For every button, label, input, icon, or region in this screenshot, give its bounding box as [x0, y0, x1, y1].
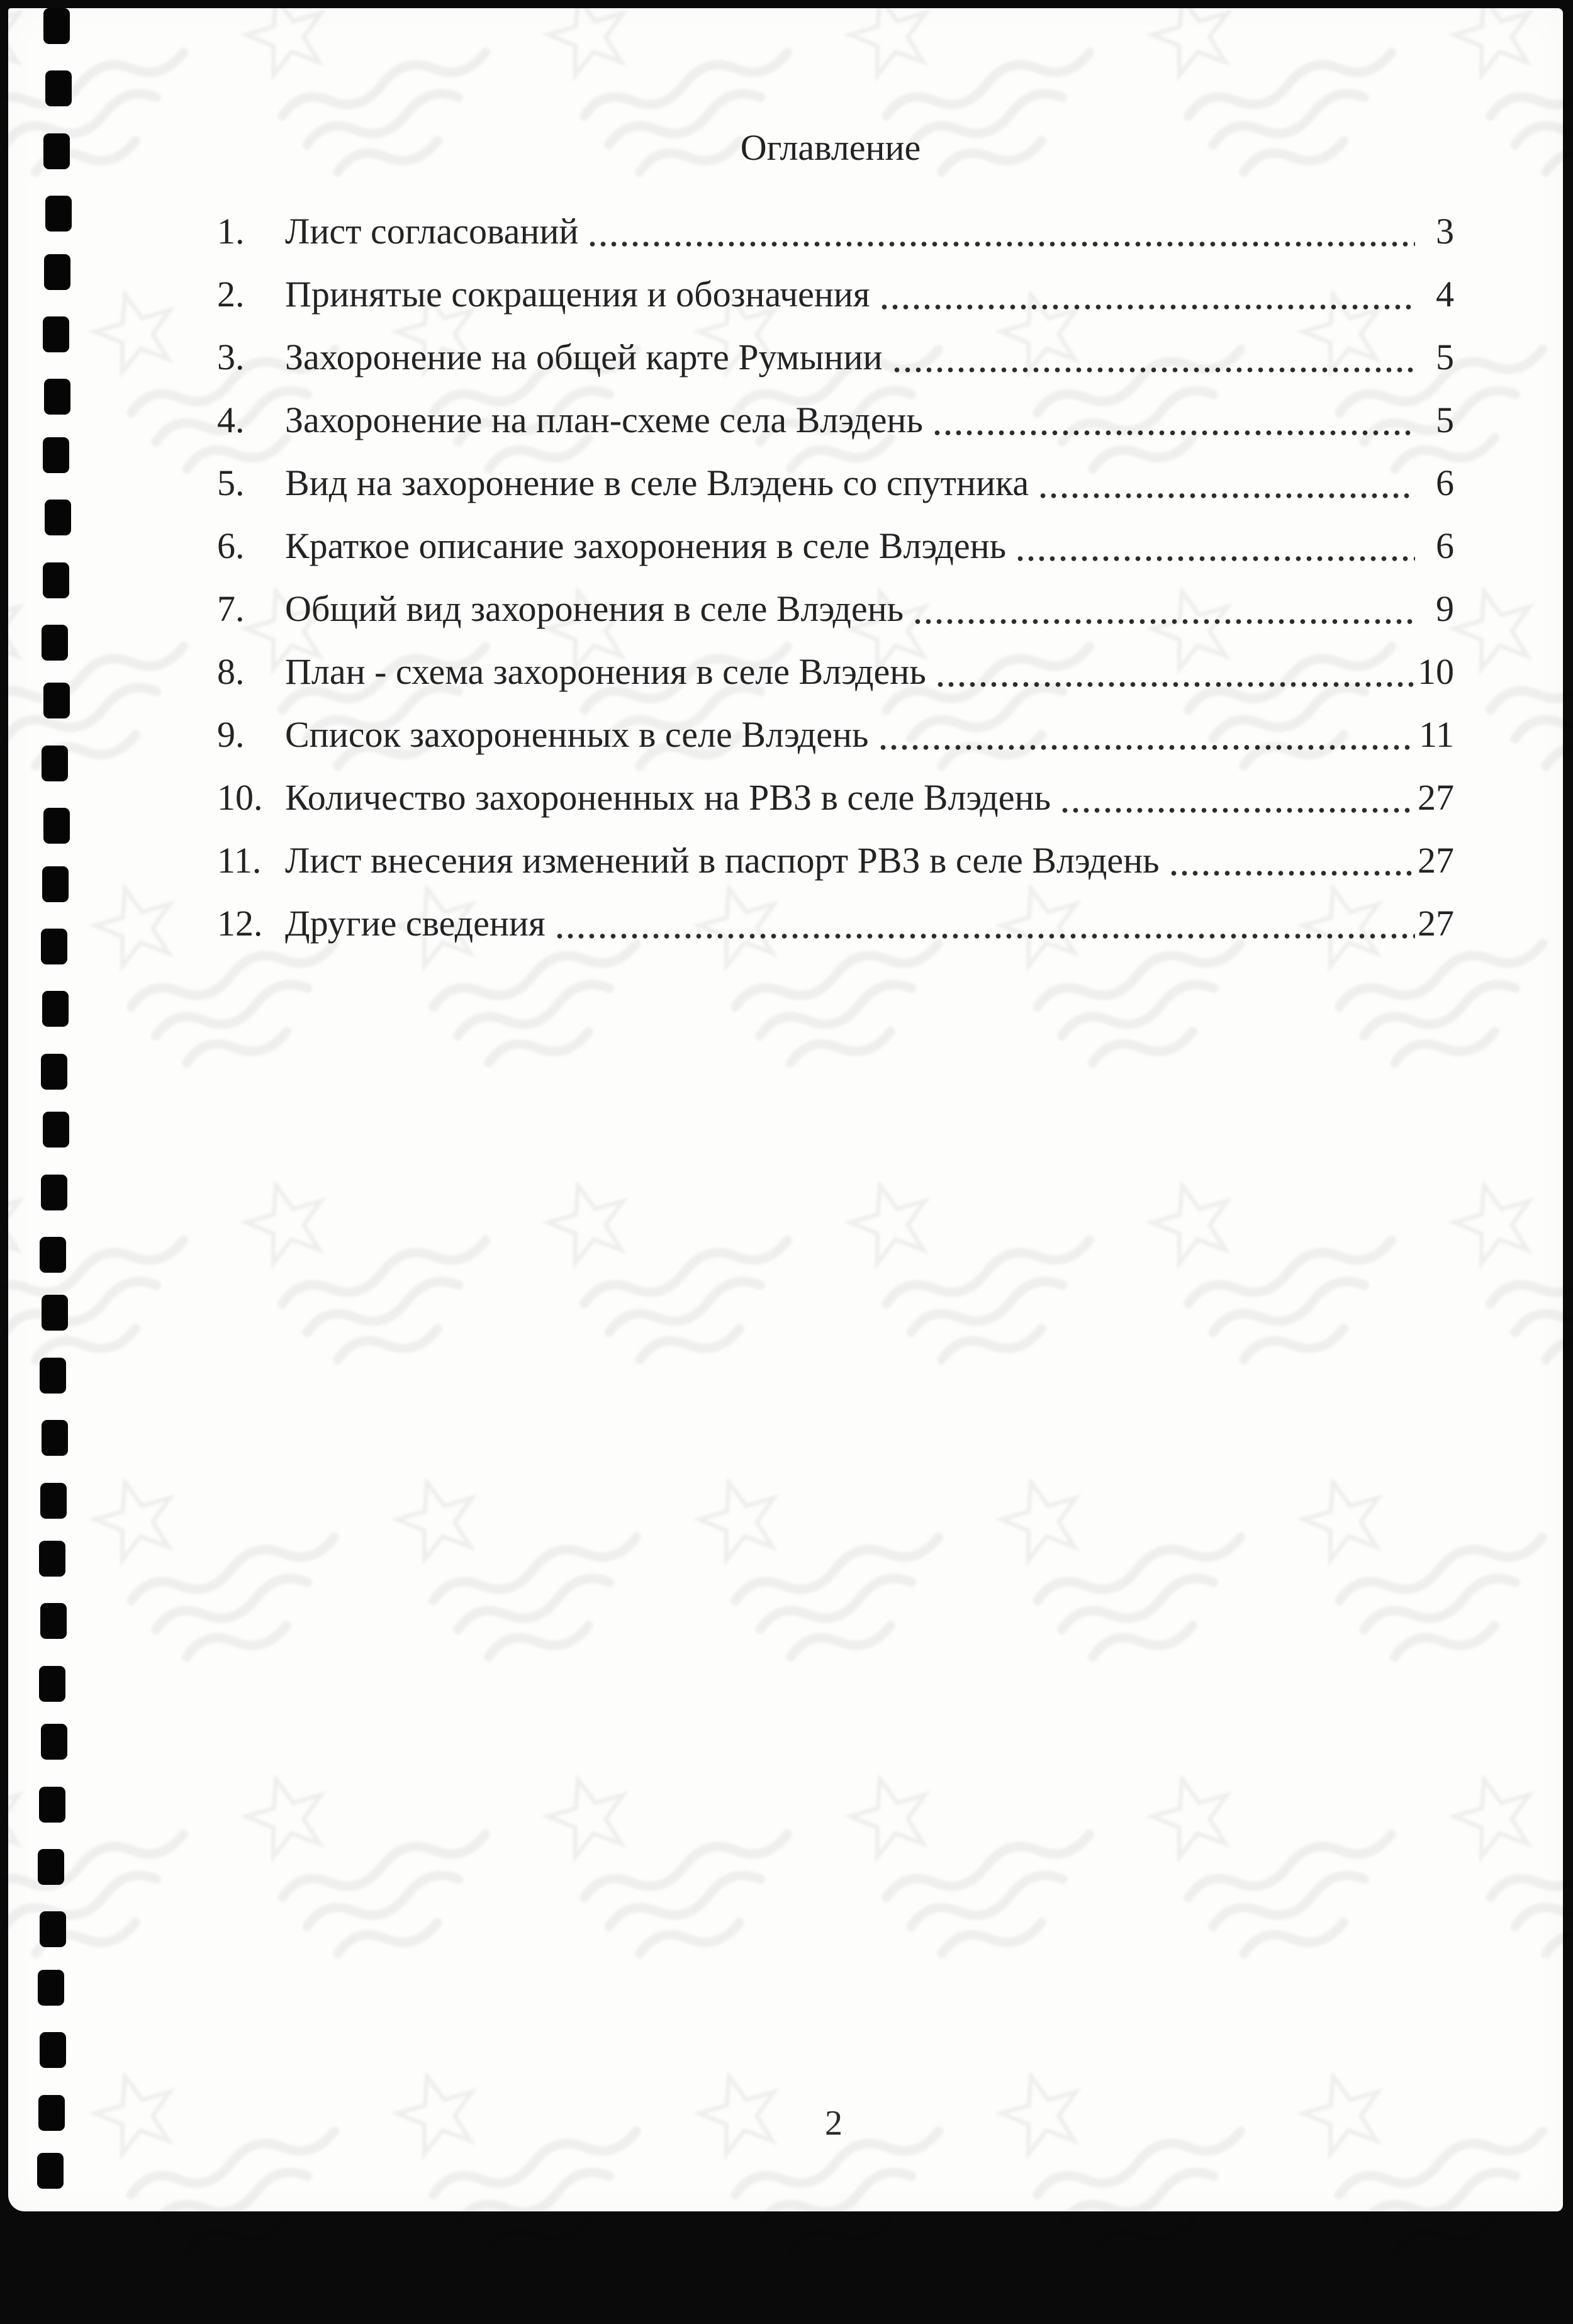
toc-entry-label: Лист согласований — [285, 211, 579, 252]
watermark — [1138, 1713, 1465, 2023]
toc-entry-label: Общий вид захоронения в селе Влэдень — [285, 588, 904, 629]
binding-hole — [38, 2095, 65, 2131]
toc-entry-page: 11 — [1419, 714, 1454, 755]
toc-entry — [217, 640, 1454, 703]
binding-hole — [37, 2153, 64, 2189]
toc-entry-label: План - схема захоронения в селе Влэдень — [285, 651, 926, 692]
toc-dot-leader — [890, 326, 1415, 389]
watermark — [383, 1416, 710, 1726]
binding-hole — [44, 254, 70, 290]
binding-hole — [42, 625, 68, 661]
binding-hole — [45, 196, 72, 232]
toc-entry-number: 3. — [217, 337, 245, 377]
binding-hole — [38, 1970, 64, 2006]
paper-page — [8, 8, 1563, 2211]
toc-entry — [217, 515, 1454, 578]
toc-entry-page: 6 — [1436, 525, 1454, 566]
toc-entry-label: Захоронение на план-схеме села Влэдень — [285, 399, 923, 440]
toc-entry-number: 8. — [217, 651, 245, 692]
binding-hole — [43, 316, 69, 352]
binding-hole — [40, 1358, 66, 1394]
toc-entry — [217, 326, 1454, 389]
binding-hole — [43, 808, 70, 844]
watermark — [1289, 1416, 1573, 1726]
toc-entry — [217, 389, 1454, 452]
binding-hole — [45, 500, 71, 535]
watermark — [1440, 525, 1573, 835]
toc-dot-leader — [911, 578, 1415, 640]
watermark — [383, 2010, 710, 2320]
toc-dot-leader — [876, 703, 1416, 766]
binding-hole — [38, 1849, 64, 1885]
binding-hole — [40, 2032, 66, 2068]
toc-entry-page: 5 — [1436, 337, 1454, 377]
page-number-footer: 2 — [825, 2104, 842, 2143]
toc-entry-number: 6. — [217, 525, 245, 566]
binding-hole — [39, 1666, 65, 1702]
toc-entry-number: 4. — [217, 399, 245, 440]
binding-hole — [41, 1724, 67, 1760]
binding-hole — [43, 562, 69, 598]
toc-dot-leader — [931, 389, 1415, 452]
toc-entry-number: 2. — [217, 274, 245, 315]
toc-dot-leader — [1167, 829, 1415, 892]
watermark — [0, 1119, 257, 1429]
toc-entry-number: 11. — [217, 840, 262, 881]
toc-dot-leader — [1036, 452, 1415, 515]
toc-entry-page: 27 — [1418, 840, 1454, 881]
watermark — [836, 1119, 1163, 1429]
toc-entry-number: 5. — [217, 462, 245, 503]
binding-hole — [40, 1483, 67, 1519]
binding-hole — [43, 8, 70, 44]
binding-hole — [40, 1237, 66, 1273]
binding-hole — [43, 437, 69, 473]
toc-entry — [217, 829, 1454, 892]
binding-hole — [44, 379, 70, 415]
toc-entry-number: 12. — [217, 903, 263, 944]
toc-entry — [217, 766, 1454, 829]
binding-hole — [43, 1112, 69, 1148]
toc-dot-leader — [1014, 515, 1415, 578]
binding-hole — [41, 1054, 67, 1090]
binding-hole — [43, 683, 70, 718]
binding-hole — [39, 1541, 65, 1577]
binding-hole — [40, 1603, 67, 1639]
watermark — [685, 2010, 1012, 2320]
toc-entry-page: 10 — [1418, 651, 1454, 692]
toc-entry-page: 4 — [1436, 274, 1454, 315]
toc-dot-leader — [878, 263, 1415, 326]
toc-entry-page: 27 — [1418, 777, 1454, 818]
table-of-contents — [217, 200, 1454, 955]
toc-entry-label: Захоронение на общей карте Румынии — [285, 337, 883, 377]
toc-dot-leader — [1058, 766, 1415, 829]
watermark — [987, 1416, 1314, 1726]
binding-hole — [43, 133, 70, 169]
toc-entry — [217, 703, 1454, 766]
watermark — [534, 1713, 861, 2023]
toc-entry-label: Количество захороненных на РВЗ в селе Влэдень — [285, 777, 1051, 818]
toc-entry-page: 5 — [1436, 399, 1454, 440]
watermark — [1289, 2010, 1573, 2320]
watermark — [1138, 1119, 1465, 1429]
binding-hole — [41, 929, 67, 964]
binding-hole — [42, 991, 69, 1027]
toc-entry — [217, 263, 1454, 326]
toc-dot-leader — [934, 640, 1415, 703]
binding-hole — [42, 866, 69, 902]
watermark — [1440, 1713, 1573, 2023]
binding-hole — [42, 746, 68, 781]
binding-hole — [40, 1911, 66, 1947]
toc-entry-number: 10. — [217, 777, 263, 818]
binding-hole — [42, 1295, 68, 1331]
toc-entry — [217, 200, 1454, 263]
watermark — [232, 1713, 559, 2023]
toc-entry-label: Другие сведения — [285, 903, 546, 944]
toc-entry-label: Вид на захоронение в селе Влэдень со спутника — [285, 462, 1029, 503]
toc-entry-label: Краткое описание захоронения в селе Влэдень — [285, 525, 1007, 566]
watermark — [81, 2010, 408, 2320]
toc-entry-number: 1. — [217, 211, 245, 252]
toc-entry-page: 9 — [1436, 588, 1454, 629]
toc-entry-page: 27 — [1418, 903, 1454, 944]
toc-entry-number: 7. — [217, 588, 245, 629]
watermark — [1440, 1119, 1573, 1429]
watermark — [685, 1416, 1012, 1726]
watermark — [534, 1119, 861, 1429]
toc-entry-page: 6 — [1436, 462, 1454, 503]
toc-entry-number: 9. — [217, 714, 245, 755]
page-title: Оглавление — [740, 127, 921, 168]
toc-entry-label: Список захороненных в селе Влэдень — [285, 714, 869, 755]
watermark — [81, 1416, 408, 1726]
binding-hole — [45, 70, 72, 106]
toc-entry — [217, 578, 1454, 640]
toc-entry — [217, 452, 1454, 515]
toc-dot-leader — [553, 892, 1415, 955]
watermark — [987, 2010, 1314, 2320]
toc-entry-label: Принятые сокращения и обозначения — [285, 274, 870, 315]
watermark — [232, 1119, 559, 1429]
binding-hole — [42, 1420, 68, 1456]
watermark — [1440, 0, 1573, 242]
binding-hole — [41, 1175, 67, 1210]
binding-hole — [39, 1787, 65, 1823]
toc-entry-label: Лист внесения изменений в паспорт РВЗ в селе Влэдень — [285, 840, 1160, 881]
toc-entry-page: 3 — [1436, 211, 1454, 252]
toc-dot-leader — [586, 200, 1415, 263]
toc-entry — [217, 892, 1454, 955]
watermark — [836, 1713, 1163, 2023]
